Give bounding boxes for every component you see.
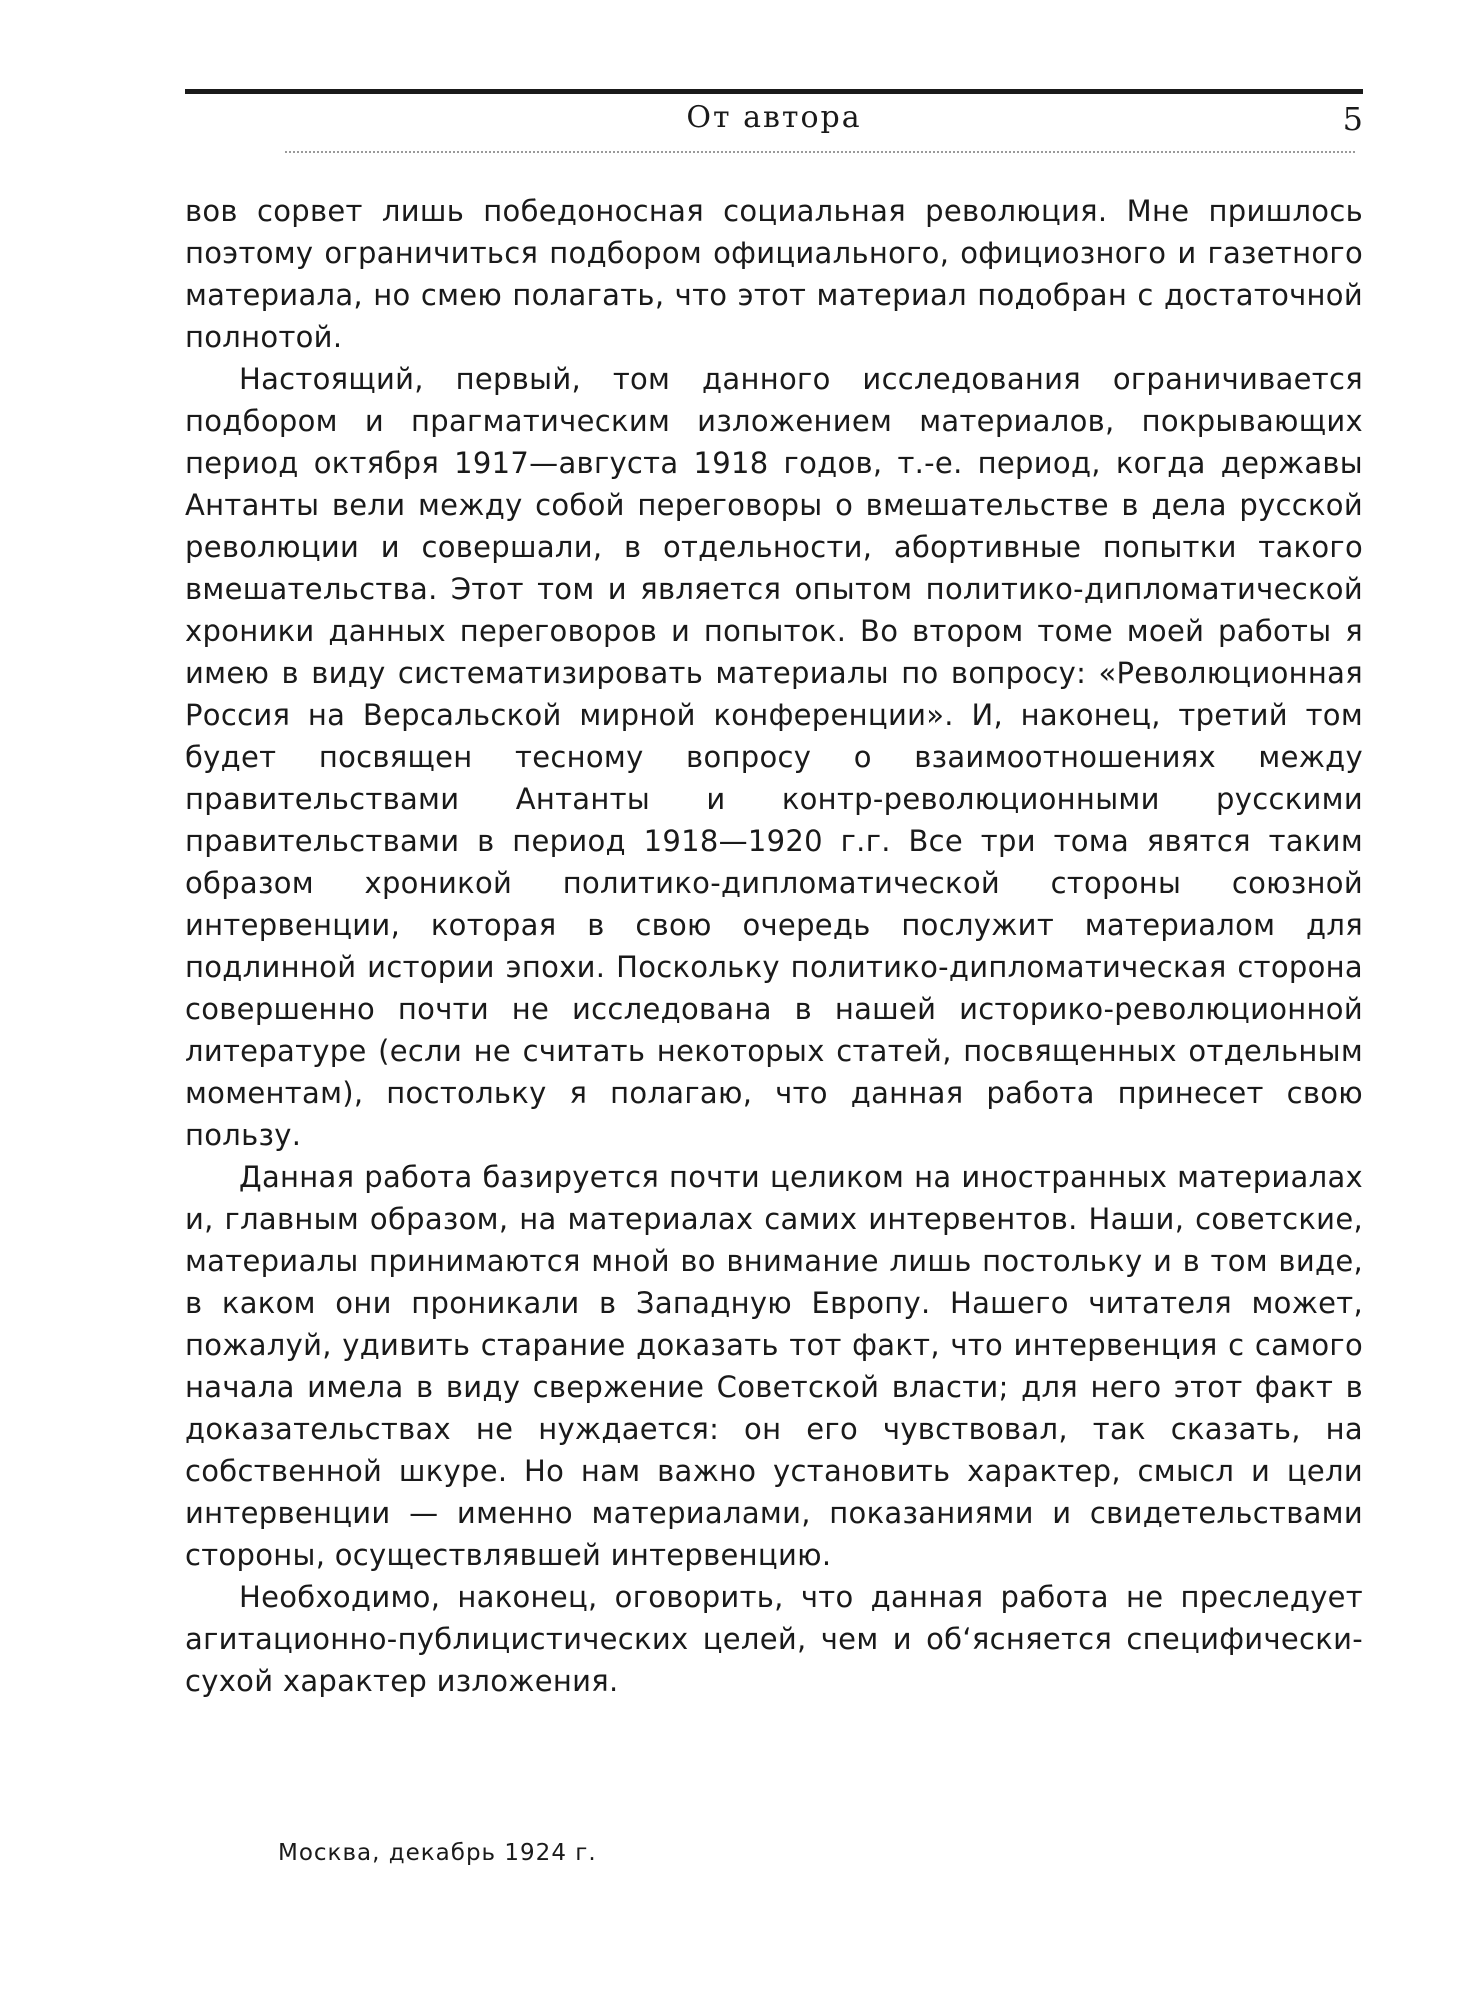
paragraph-disclaimer: Необходимо, наконец, оговорить, что данная работа не преследует агитационно-публицистических целей, чем и об‘ясняется специфически-сухой характер изложения.: [185, 1580, 1363, 1698]
paragraph-sources: Данная работа базируется почти целиком на иностранных материалах и, главным образом, на материалах самих интервентов. Наши, советские, материалы принимаются мной во внимание лишь постольку и в том виде, в каком они проникали в Западную Европу. Нашего читателя может, пожалуй, удивить старание доказать тот факт, что интервенция с самого начала имела в виду свержение Советской власти; для него этот факт в доказательствах не нуждается: он его чувствовал, так сказать, на собственной шкуре. Но нам важно установить характер, смысл и цели интервенции — именно материалами, показаниями и свидетельствами стороны, осуществлявшей интервенцию.: [185, 1160, 1363, 1572]
paragraph-volume-plan: Настоящий, первый, том данного исследования ограничивается подбором и прагматическим изложением материалов, покрывающих период октября 1917—августа 1918 годов, т.-е. период, когда державы Антанты вели между собой переговоры о вмешательстве в дела русской революции и совершали, в отдельности, абортивные попытки такого вмешательства. Этот том и является опытом политико-дипломатической хроники данных переговоров и попыток. Во втором томе моей работы я имею в виду систематизировать материалы по вопросу: «Революционная Россия на Версальской мирной конференции». И, наконец, третий том будет посвящен тесному вопросу о взаимоотношениях между правительствами Антанты и контр-революционными русскими правительствами в период 1918—1920 г.г. Все три тома явятся таким образом хроникой политико-дипломатической стороны союзной интервенции, которая в свою очередь послужит материалом для подлинной истории эпохи. Поскольку политико-дипломатическая сторона совершенно почти не исследована в нашей историко-революционной литературе (если не считать некоторых статей, посвященных отдельным моментам), постольку я полагаю, что данная работа принесет свою пользу.: [185, 362, 1363, 1152]
body-text: [185, 190, 1363, 1702]
top-rule: [185, 89, 1363, 94]
head-divider: [285, 151, 1355, 153]
page-number: 5: [1342, 100, 1363, 138]
running-head: [185, 100, 1363, 140]
place-date-signature: Москва, декабрь 1924 г.: [278, 1840, 597, 1866]
paragraph-continuation: вов сорвет лишь победоносная социальная революция. Мне пришлось поэтому ограничиться подбором официального, официозного и газетного материала, но смею полагать, что этот материал подобран с достаточной полнотой.: [185, 194, 1363, 354]
running-title: От автора: [686, 100, 862, 135]
